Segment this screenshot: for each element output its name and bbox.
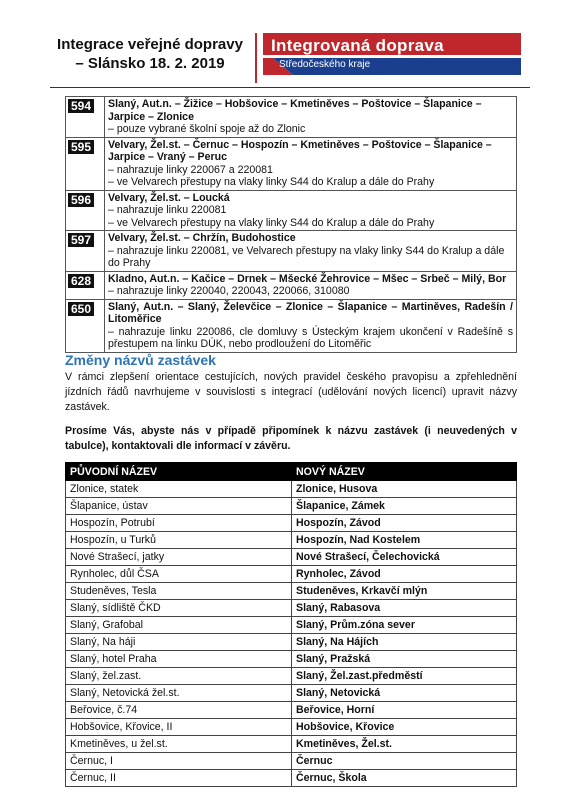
line-number-cell xyxy=(66,190,105,231)
new-stop-name: Slaný, Prům.zóna sever xyxy=(292,617,517,634)
page-header xyxy=(50,33,530,85)
section-title: Změny názvů zastávek xyxy=(65,352,216,368)
line-note: – nahrazuje linku 220086, cle domluvy s Ústeckým krajem ukončení v Radešíně s přestupem na linku DÚK, nebo prodloužení do Litoměřic xyxy=(108,325,513,350)
stops-table xyxy=(65,462,517,787)
line-description-cell xyxy=(105,231,517,272)
line-route: Slaný, Aut.n. – Slaný, Želevčice – Zlonice – Šlapanice – Martiněves, Radešín / Litoměřice xyxy=(108,300,513,325)
stop-rename-row xyxy=(66,617,517,634)
original-stop-name: Beřovice, č.74 xyxy=(66,702,292,719)
title-line-2: – Slánsko 18. 2. 2019 xyxy=(75,55,225,72)
line-row xyxy=(66,190,517,231)
line-note: – nahrazuje linku 220081, ve Velvarech přestupy na vlaky linky S44 do Kralup a dále do Prahy xyxy=(108,244,505,269)
line-note: – nahrazuje linky 220067 a 220081 xyxy=(108,163,273,176)
new-stop-name: Černuc xyxy=(292,753,517,770)
new-stop-name: Slaný, Rabasova xyxy=(292,600,517,617)
line-row xyxy=(66,231,517,272)
original-stop-name: Slaný, sídliště ČKD xyxy=(66,600,292,617)
new-stop-name: Rynholec, Závod xyxy=(292,566,517,583)
new-stop-name: Zlonice, Husova xyxy=(292,481,517,498)
original-stop-name: Slaný, žel.zast. xyxy=(66,668,292,685)
line-note: – pouze vybrané školní spoje až do Zlonic xyxy=(108,123,306,135)
line-description-cell xyxy=(105,190,517,231)
document-title xyxy=(50,35,250,73)
stop-rename-row xyxy=(66,770,517,787)
line-number-cell xyxy=(66,97,105,138)
line-route: Velvary, Žel.st. – Loucká xyxy=(108,191,230,204)
original-stop-name: Hospozín, Potrubí xyxy=(66,515,292,532)
line-number: 595 xyxy=(68,140,94,154)
intro-paragraph: V rámci zlepšení orientace cestujících, nových pravidel českého pravopisu a zpřehlednění jízdních řádů navrhujeme v souvislosti s integrací (udělování nových licencí) upravit názvy zastávek. xyxy=(65,371,517,413)
new-stop-name: Šlapanice, Zámek xyxy=(292,498,517,515)
line-route: Kladno, Aut.n. – Kačice – Drnek – Mšecké Žehrovice – Mšec – Srbeč – Milý, Bor xyxy=(108,272,507,285)
new-stop-name: Slaný, Žel.zast.předměstí xyxy=(292,668,517,685)
line-note: – nahrazuje linky 220040, 220043, 220066, 310080 xyxy=(108,285,350,297)
original-stop-name: Kmetiněves, u žel.st. xyxy=(66,736,292,753)
logo-sub-text: Středočeského kraje xyxy=(279,59,371,70)
stop-rename-row xyxy=(66,481,517,498)
stops-header-row xyxy=(66,463,517,481)
title-line-1: Integrace veřejné dopravy xyxy=(57,36,243,53)
line-route: Slaný, Aut.n. – Žižice – Hobšovice – Kmetiněves – Poštovice – Šlapanice – Jarpice – Zlonice xyxy=(108,98,482,123)
original-stop-name: Rynholec, důl ČSA xyxy=(66,566,292,583)
line-row xyxy=(66,137,517,190)
line-number-cell xyxy=(66,231,105,272)
line-number-cell xyxy=(66,137,105,190)
stop-rename-row xyxy=(66,702,517,719)
line-row xyxy=(66,97,517,138)
original-stop-name: Černuc, II xyxy=(66,770,292,787)
header-original-name: PŮVODNÍ NÁZEV xyxy=(66,463,292,481)
line-number: 650 xyxy=(68,302,94,316)
stop-rename-row xyxy=(66,634,517,651)
line-number-cell xyxy=(66,299,105,352)
line-number: 628 xyxy=(68,274,94,288)
header-rule xyxy=(50,87,530,88)
line-description-cell xyxy=(105,137,517,190)
stop-rename-row xyxy=(66,532,517,549)
line-number: 594 xyxy=(68,99,94,113)
header-divider xyxy=(255,33,257,83)
line-route: Velvary, Žel.st. – Černuc – Hospozín – Kmetiněves – Poštovice – Šlapanice – Jarpice – Vraný – Peruc xyxy=(108,138,492,163)
line-number-cell xyxy=(66,271,105,299)
ids-logo xyxy=(263,33,521,75)
line-note: – nahrazuje linku 220081 xyxy=(108,204,227,216)
new-stop-name: Hospozín, Závod xyxy=(292,515,517,532)
stop-rename-row xyxy=(66,515,517,532)
stop-rename-row xyxy=(66,498,517,515)
stop-rename-row xyxy=(66,566,517,583)
new-stop-name: Studeněves, Krkavčí mlýn xyxy=(292,583,517,600)
stop-rename-row xyxy=(66,736,517,753)
stop-rename-row xyxy=(66,651,517,668)
lines-table xyxy=(65,96,517,353)
stop-rename-row xyxy=(66,549,517,566)
stop-rename-row xyxy=(66,685,517,702)
stop-rename-row xyxy=(66,600,517,617)
original-stop-name: Hospozín, u Turků xyxy=(66,532,292,549)
new-stop-name: Slaný, Na Hájích xyxy=(292,634,517,651)
original-stop-name: Slaný, Netovická žel.st. xyxy=(66,685,292,702)
new-stop-name: Nové Strašecí, Čelechovická xyxy=(292,549,517,566)
header-new-name: NOVÝ NÁZEV xyxy=(292,463,517,481)
original-stop-name: Černuc, I xyxy=(66,753,292,770)
new-stop-name: Beřovice, Horní xyxy=(292,702,517,719)
stop-rename-row xyxy=(66,668,517,685)
line-row xyxy=(66,299,517,352)
original-stop-name: Hobšovice, Křovice, II xyxy=(66,719,292,736)
stop-rename-row xyxy=(66,753,517,770)
new-stop-name: Slaný, Pražská xyxy=(292,651,517,668)
logo-main-text: Integrovaná doprava xyxy=(271,36,444,55)
original-stop-name: Nové Strašecí, jatky xyxy=(66,549,292,566)
original-stop-name: Slaný, Na háji xyxy=(66,634,292,651)
original-stop-name: Šlapanice, ústav xyxy=(66,498,292,515)
line-row xyxy=(66,271,517,299)
new-stop-name: Hospozín, Nad Kostelem xyxy=(292,532,517,549)
line-number: 596 xyxy=(68,193,94,207)
line-description-cell xyxy=(105,299,517,352)
line-note: – ve Velvarech přestupy na vlaky linky S44 do Kralup a dále do Prahy xyxy=(108,176,435,188)
original-stop-name: Slaný, hotel Praha xyxy=(66,651,292,668)
line-route: Velvary, Žel.st. – Chržín, Budohostice xyxy=(108,232,296,244)
line-number: 597 xyxy=(68,233,94,247)
new-stop-name: Slaný, Netovická xyxy=(292,685,517,702)
stop-rename-row xyxy=(66,583,517,600)
original-stop-name: Slaný, Grafobal xyxy=(66,617,292,634)
request-paragraph: Prosíme Vás, abyste nás v případě připomínek k názvu zastávek (i neuvedených v tabulce), kontaktovali dle informací v závěru. xyxy=(65,425,517,452)
stop-rename-row xyxy=(66,719,517,736)
new-stop-name: Černuc, Škola xyxy=(292,770,517,787)
original-stop-name: Studeněves, Tesla xyxy=(66,583,292,600)
original-stop-name: Zlonice, statek xyxy=(66,481,292,498)
new-stop-name: Hobšovice, Křovice xyxy=(292,719,517,736)
line-description-cell xyxy=(105,97,517,138)
line-note: – ve Velvarech přestupy na vlaky linky S44 do Kralup a dále do Prahy xyxy=(108,216,435,229)
line-description-cell xyxy=(105,271,517,299)
new-stop-name: Kmetiněves, Žel.st. xyxy=(292,736,517,753)
